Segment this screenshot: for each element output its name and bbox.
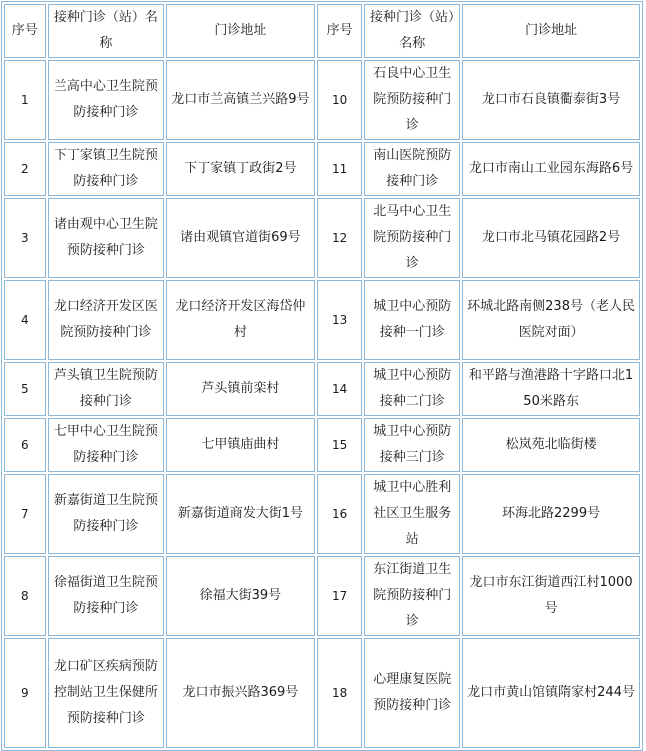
header-no: 序号: [4, 4, 46, 58]
clinic-name-cell: 东江街道卫生院预防接种门诊: [364, 556, 460, 636]
clinic-number-cell: 6: [4, 418, 46, 472]
clinic-number-cell: 15: [317, 418, 363, 472]
header-name: 接种门诊（站）名称: [364, 4, 460, 58]
clinic-address-cell: 龙口市南山工业园东海路6号: [462, 142, 640, 196]
clinic-name-cell: 石良中心卫生院预防接种门诊: [364, 60, 460, 140]
table-row: [4, 418, 640, 472]
clinic-address-cell: 龙口市振兴路369号: [166, 638, 315, 748]
clinic-number-cell: 3: [4, 198, 46, 278]
clinic-number-cell: 13: [317, 280, 363, 360]
clinic-number-cell: 2: [4, 142, 46, 196]
table-row: [4, 142, 640, 196]
clinic-number-cell: 11: [317, 142, 363, 196]
clinic-name-cell: 诸由观中心卫生院预防接种门诊: [48, 198, 164, 278]
clinic-address-cell: 龙口市黄山馆镇隋家村244号: [462, 638, 640, 748]
clinic-address-cell: 龙口市北马镇花园路2号: [462, 198, 640, 278]
clinic-name-cell: 徐福街道卫生院预防接种门诊: [48, 556, 164, 636]
header-row: [4, 4, 640, 58]
table-row: [4, 638, 640, 748]
clinic-address-cell: 龙口市东江街道西江村1000号: [462, 556, 640, 636]
clinic-address-cell: 和平路与渔港路十字路口北150米路东: [462, 362, 640, 416]
clinic-number-cell: 17: [317, 556, 363, 636]
clinic-address-cell: 芦头镇前栾村: [166, 362, 315, 416]
clinic-address-cell: 龙口经济开发区海岱仲村: [166, 280, 315, 360]
table-row: [4, 60, 640, 140]
header-no: 序号: [317, 4, 363, 58]
clinic-name-cell: 新嘉街道卫生院预防接种门诊: [48, 474, 164, 554]
clinic-name-cell: 城卫中心预防接种一门诊: [364, 280, 460, 360]
clinic-name-cell: 下丁家镇卫生院预防接种门诊: [48, 142, 164, 196]
clinic-name-cell: 兰高中心卫生院预防接种门诊: [48, 60, 164, 140]
table-row: [4, 198, 640, 278]
header-address: 门诊地址: [462, 4, 640, 58]
clinic-number-cell: 9: [4, 638, 46, 748]
clinic-name-cell: 龙口经济开发区医院预防接种门诊: [48, 280, 164, 360]
clinic-number-cell: 10: [317, 60, 363, 140]
clinic-name-cell: 龙口矿区疾病预防控制站卫生保健所预防接种门诊: [48, 638, 164, 748]
clinic-address-cell: 诸由观镇官道街69号: [166, 198, 315, 278]
clinic-number-cell: 5: [4, 362, 46, 416]
clinic-name-cell: 城卫中心胜利社区卫生服务站: [364, 474, 460, 554]
clinic-address-cell: 环城北路南侧238号（老人民医院对面）: [462, 280, 640, 360]
clinic-address-cell: 龙口市石良镇衢泰街3号: [462, 60, 640, 140]
clinic-number-cell: 4: [4, 280, 46, 360]
header-address: 门诊地址: [166, 4, 315, 58]
clinic-name-cell: 城卫中心预防接种三门诊: [364, 418, 460, 472]
vaccination-clinic-table: [1, 1, 643, 751]
table-row: [4, 474, 640, 554]
clinic-number-cell: 7: [4, 474, 46, 554]
table-row: [4, 556, 640, 636]
clinic-address-cell: 新嘉街道商发大街1号: [166, 474, 315, 554]
clinic-number-cell: 14: [317, 362, 363, 416]
clinic-address-cell: 七甲镇庙曲村: [166, 418, 315, 472]
clinic-number-cell: 1: [4, 60, 46, 140]
clinic-address-cell: 徐福大街39号: [166, 556, 315, 636]
clinic-address-cell: 下丁家镇丁政街2号: [166, 142, 315, 196]
table-row: [4, 280, 640, 360]
clinic-name-cell: 南山医院预防接种门诊: [364, 142, 460, 196]
clinic-number-cell: 12: [317, 198, 363, 278]
header-name: 接种门诊（站）名称: [48, 4, 164, 58]
clinic-number-cell: 16: [317, 474, 363, 554]
clinic-name-cell: 七甲中心卫生院预防接种门诊: [48, 418, 164, 472]
clinic-name-cell: 城卫中心预防接种二门诊: [364, 362, 460, 416]
clinic-address-cell: 松岚苑北临街楼: [462, 418, 640, 472]
clinic-name-cell: 芦头镇卫生院预防接种门诊: [48, 362, 164, 416]
clinic-name-cell: 心理康复医院预防接种门诊: [364, 638, 460, 748]
table-row: [4, 362, 640, 416]
clinic-address-cell: 龙口市兰高镇兰兴路9号: [166, 60, 315, 140]
clinic-name-cell: 北马中心卫生院预防接种门诊: [364, 198, 460, 278]
clinic-number-cell: 18: [317, 638, 363, 748]
clinic-address-cell: 环海北路2299号: [462, 474, 640, 554]
clinic-number-cell: 8: [4, 556, 46, 636]
